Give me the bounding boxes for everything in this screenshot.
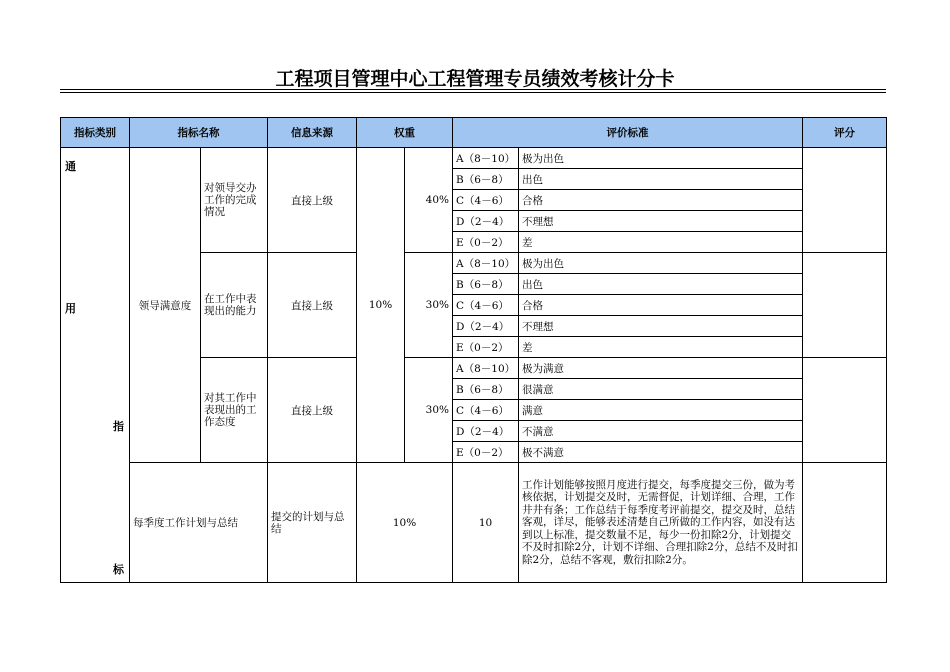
grade-label: B（6－8） [453,169,519,190]
grade-desc: 出色 [519,169,803,190]
grade-label: C（4－6） [453,400,519,421]
grade-label: B（6－8） [453,379,519,400]
header-criteria: 评价标准 [453,118,803,148]
grade-label: A（8－10） [453,148,519,169]
indicator-group-name: 领导满意度 [130,148,201,463]
info-source: 提交的计划与总结 [268,463,357,583]
grade-label: B（6－8） [453,274,519,295]
table-row [61,148,887,169]
category-char: 指 [113,420,124,433]
group-weight: 10% [357,148,405,463]
grade-label: E（0－2） [453,232,519,253]
category-char: 标 [113,563,124,576]
info-source: 直接上级 [268,253,357,358]
grade-desc: 合格 [519,295,803,316]
indicator-group-name: 每季度工作计划与总结 [130,463,268,583]
category-cell [61,148,130,583]
grade-desc: 极为出色 [519,148,803,169]
header-category: 指标类别 [61,118,130,148]
grade-label: D（2－4） [453,316,519,337]
grade-desc: 极为出色 [519,253,803,274]
page-title: 工程项目管理中心工程管理专员绩效考核计分卡 [275,68,675,90]
grade-desc: 不满意 [519,421,803,442]
grade-desc: 合格 [519,190,803,211]
item-weight: 30% [405,358,453,463]
header-score: 评分 [803,118,887,148]
indicator-name: 在工作中表现出的能力 [201,253,268,358]
info-source: 直接上级 [268,148,357,253]
category-char: 用 [65,302,76,315]
group-weight: 10% [357,463,453,583]
score-cell[interactable] [803,148,887,253]
grade-label: A（8－10） [453,253,519,274]
indicator-name: 对其工作中表现出的工作态度 [201,358,268,463]
grade-desc: 差 [519,232,803,253]
info-source: 直接上级 [268,358,357,463]
grade-desc: 极不满意 [519,442,803,463]
score-base: 10 [453,463,519,583]
evaluation-criteria: 工作计划能够按照月度进行提交，每季度提交三份，做为考核依据，计划提交及时，无需督促，计划详细、合理，工作井井有条；工作总结于每季度考评前提交，提交及时，总结客观，详尽，能够表述清楚自己所做的工作内容，如没有达到以上标准，提交数量不足，每少一份扣除2分，计划提交不及时扣除2分，计划不详细、合理扣除2分，总结不及时扣除2分，总结不客观，敷衍扣除2分。 [519,463,803,583]
grade-desc: 不理想 [519,316,803,337]
grade-desc: 满意 [519,400,803,421]
header-name: 指标名称 [130,118,268,148]
score-cell[interactable] [803,463,887,583]
grade-label: E（0－2） [453,442,519,463]
indicator-name: 对领导交办工作的完成情况 [201,148,268,253]
header-source: 信息来源 [268,118,357,148]
item-weight: 40% [405,148,453,253]
grade-label: E（0－2） [453,337,519,358]
grade-label: C（4－6） [453,295,519,316]
item-weight: 30% [405,253,453,358]
score-cell[interactable] [803,253,887,358]
grade-label: D（2－4） [453,211,519,232]
table-row [61,463,887,583]
header-weight: 权重 [357,118,453,148]
grade-desc: 差 [519,337,803,358]
title-rule-top [60,89,886,90]
scorecard-table [60,117,887,583]
header-row [61,118,887,148]
grade-desc: 极为满意 [519,358,803,379]
grade-desc: 很满意 [519,379,803,400]
grade-label: D（2－4） [453,421,519,442]
category-char: 通 [65,160,76,173]
grade-desc: 不理想 [519,211,803,232]
grade-label: C（4－6） [453,190,519,211]
grade-desc: 出色 [519,274,803,295]
grade-label: A（8－10） [453,358,519,379]
title-rule-bottom [60,92,886,93]
score-cell[interactable] [803,358,887,463]
